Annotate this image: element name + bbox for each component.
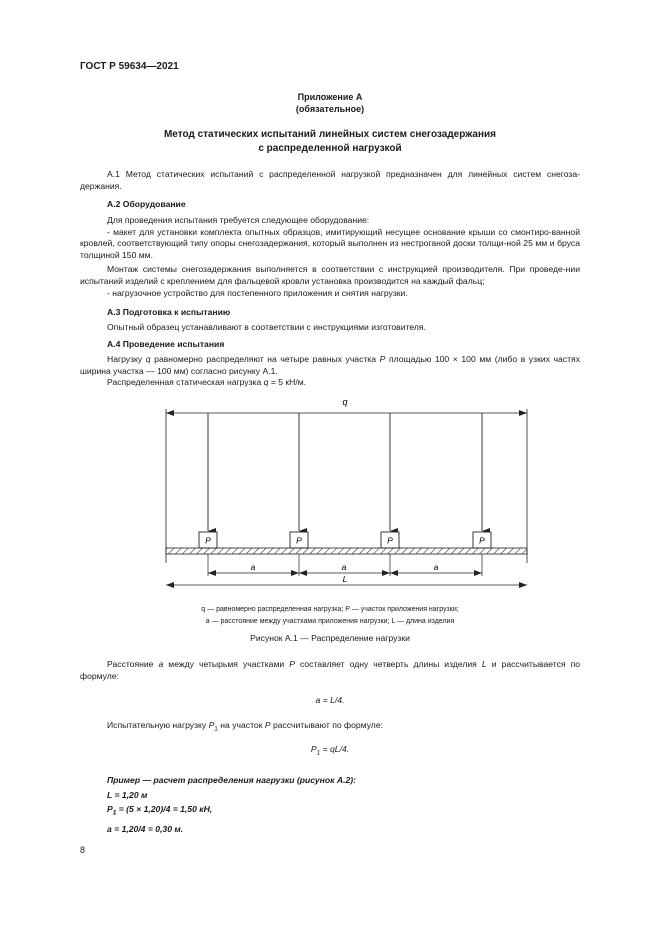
q-label: q xyxy=(342,397,348,407)
section-a4-title: А.4 Проведение испытания xyxy=(107,339,225,349)
load-area-3 xyxy=(381,532,399,548)
load-area-1 xyxy=(199,532,217,548)
load-area-4 xyxy=(473,532,491,548)
load-area-2 xyxy=(290,532,308,548)
section-a2-title: А.2 Оборудование xyxy=(107,199,186,209)
section-a2-p4: - нагрузочное устройство для постепенного приложения и снятия нагрузки. xyxy=(107,287,408,298)
a-label-1: a xyxy=(250,562,256,572)
section-a3-title: А.3 Подготовка к испытанию xyxy=(107,307,231,317)
section-a2-p3: Монтаж системы снегозадержания выполняется в соответствии с инструкцией производителя. При проведе-нии испытаний изделий с креплением для фальцевой кровли установка производится на каждый фальц; xyxy=(80,264,580,286)
section-a4-body xyxy=(80,354,580,389)
svg-text:P: P xyxy=(387,535,393,546)
section-a4-p2: Распределенная статическая нагрузка q = 5 кН/м. xyxy=(107,377,307,388)
svg-text:P: P xyxy=(205,535,211,546)
example-block xyxy=(107,773,356,836)
example-line3: $P_1 = (5 \times 1,20)/4 = 1,50$ кН, xyxy=(107,804,213,817)
distance-paragraph: Расстояние a между четырьмя участками P составляет одну четверть длины изделия L и рассчитывается по формуле: xyxy=(80,659,581,681)
section-a3-text: Опытный образец устанавливают в соответствии с инструкциями изготовителя. xyxy=(107,322,426,332)
page-number: 8 xyxy=(80,845,86,855)
annex-title: Приложение А xyxy=(297,92,363,102)
annex-heading-line2: с распределенной нагрузкой xyxy=(258,143,402,154)
example-line1: Пример — расчет распределения нагрузки (рисунок А.2): xyxy=(107,775,356,785)
section-a1-text: А.1 Метод статических испытаний с распределенной нагрузкой предназначен для линейных систем снегоза-держания. xyxy=(80,169,580,191)
figure-legend-line1: q — равномерно распределенная нагрузка; P — участок приложения нагрузки; xyxy=(201,606,459,613)
test-load-paragraph: Испытательную нагрузку $P_1$ на участок P рассчитывают по формуле: xyxy=(107,720,383,733)
annex-heading-line1: Метод статических испытаний линейных систем снегозадержания xyxy=(163,129,497,140)
section-a2-body xyxy=(80,215,580,299)
formula-a: a = L/4. xyxy=(315,695,345,705)
a-label-3: a xyxy=(433,562,439,572)
a-label-2: a xyxy=(341,562,347,572)
annex-status: (обязательное) xyxy=(295,104,365,114)
figure-caption: Рисунок А.1 — Распределение нагрузки xyxy=(250,633,410,643)
product-beam xyxy=(166,548,527,554)
svg-text:P: P xyxy=(296,535,302,546)
L-label: L xyxy=(342,574,348,584)
section-a2-p1: Для проведения испытания требуется следующее оборудование: xyxy=(107,215,370,225)
section-a4-p1: Нагрузку q равномерно распределяют на четыре равных участка P площадью 100 × 100 мм (либо в узких частях ширина участка — 100 мм) согласно рисунку А.1. xyxy=(80,354,580,376)
document-header: ГОСТ Р 59634—2021 xyxy=(80,61,179,72)
figure-legend xyxy=(80,604,580,627)
example-line2: L = 1,20 м xyxy=(107,789,148,800)
annex-heading xyxy=(80,128,580,156)
example-line4: a = 1,20/4 = 0,30 м. xyxy=(107,823,184,834)
load-distribution-figure xyxy=(150,395,540,595)
formula-p1: $P_1 = qL/4$. xyxy=(310,744,350,757)
section-a2-p2: - макет для установки комплекта опытных образцов, имитирующий несущее основание крыши со смонтиро-ванной кровлей, соответствующий типу опоры снегозадержания, который выполнен из нестроганой доски толщи-ной 25 мм и бруса толщиной 150 мм. xyxy=(80,226,580,260)
svg-text:P: P xyxy=(479,535,485,546)
figure-legend-line2: a — расстояние между участками приложения нагрузки; L — длина изделия xyxy=(205,617,455,625)
